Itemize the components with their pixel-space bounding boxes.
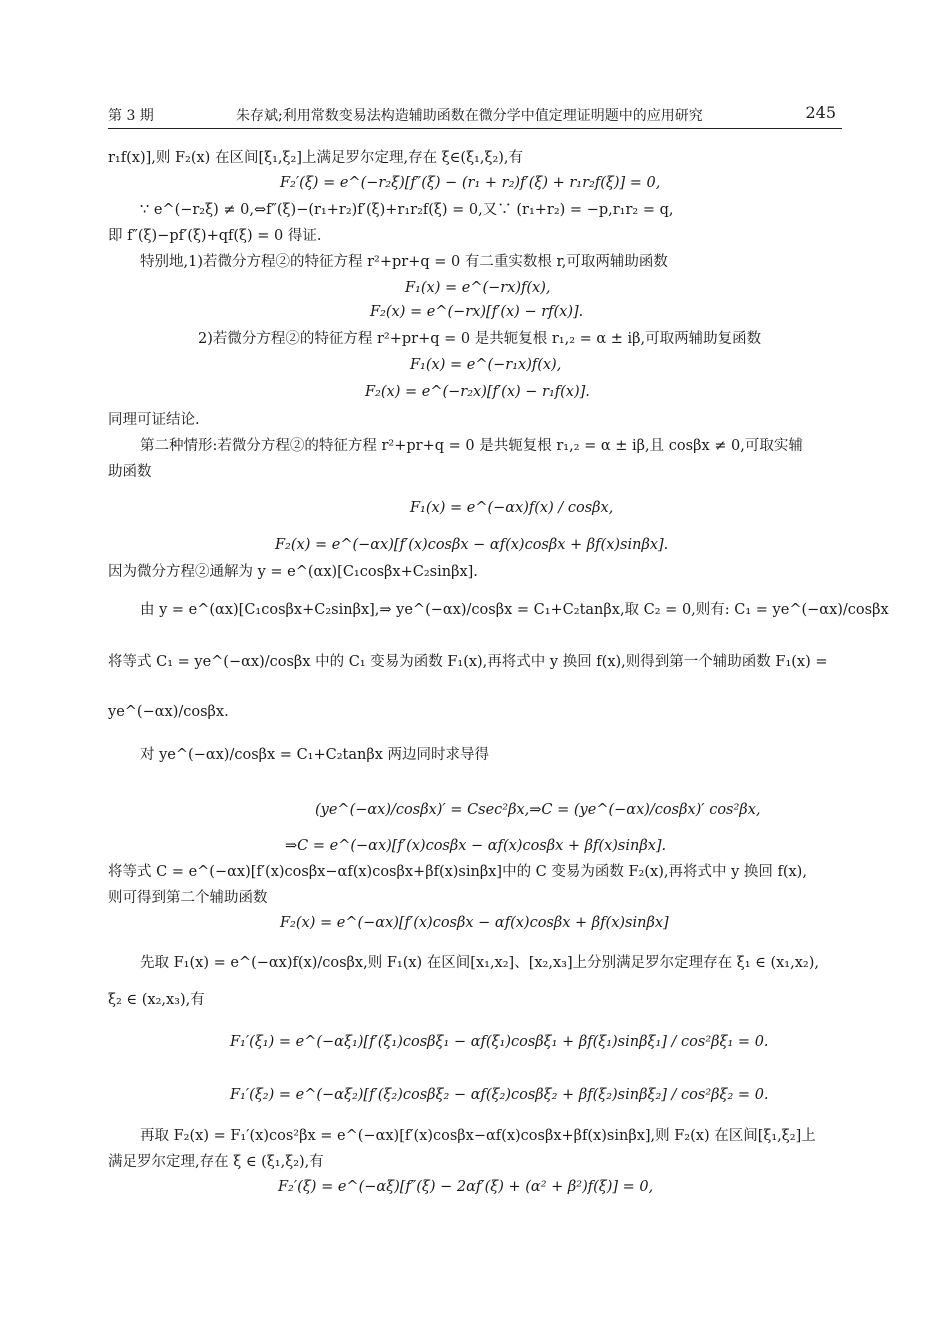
- text-line: 第二种情形:若微分方程②的特征方程 r²+pr+q = 0 是共轭复根 r₁,₂ = α ± iβ,且 cosβx ≠ 0,可取实辅: [140, 438, 803, 454]
- text-line: 助函数: [108, 464, 152, 480]
- text-line: 2)若微分方程②的特征方程 r²+pr+q = 0 是共轭复根 r₁,₂ = α ± iβ,可取两辅助复函数: [198, 331, 762, 347]
- text-line: 即 f″(ξ)−pf′(ξ)+qf(ξ) = 0 得证.: [108, 228, 322, 244]
- running-title: 朱存斌;利用常数变易法构造辅助函数在微分学中值定理证明题中的应用研究: [236, 108, 703, 124]
- text-line: 对 ye^(−αx)/cosβx = C₁+C₂tanβx 两边同时求导得: [140, 747, 490, 763]
- text-line: 则可得到第二个辅助函数: [108, 890, 268, 906]
- text-line: 将等式 C = e^(−αx)[f′(x)cosβx−αf(x)cosβx+βf(x)sinβx]中的 C 变易为函数 F₂(x),再将式中 y 换回 f(x),: [108, 864, 807, 880]
- text-line: ∵ e^(−r₂ξ) ≠ 0,⇔f″(ξ)−(r₁+r₂)f′(ξ)+r₁r₂f(ξ) = 0,又∵ (r₁+r₂) = −p,r₁r₂ = q,: [140, 202, 674, 218]
- equation: F₁(x) = e^(−αx)f(x) / cosβx,: [410, 500, 614, 516]
- equation: F₂(x) = e^(−αx)[f′(x)cosβx − αf(x)cosβx + βf(x)sinβx].: [275, 537, 669, 553]
- text-line: 再取 F₂(x) = F₁′(x)cos²βx = e^(−αx)[f′(x)cosβx−αf(x)cosβx+βf(x)sinβx],则 F₂(x) 在区间[ξ₁,ξ₂]上: [140, 1128, 816, 1144]
- text-line: ξ₂ ∈ (x₂,x₃),有: [108, 992, 205, 1008]
- text-line: 因为微分方程②通解为 y = e^(αx)[C₁cosβx+C₂sinβx].: [108, 564, 478, 580]
- text-line: r₁f(x)],则 F₂(x) 在区间[ξ₁,ξ₂]上满足罗尔定理,存在 ξ∈(ξ₁,ξ₂),有: [108, 150, 524, 166]
- text-line: ye^(−αx)/cosβx.: [108, 704, 229, 720]
- text-line: 满足罗尔定理,存在 ξ ∈ (ξ₁,ξ₂),有: [108, 1154, 324, 1170]
- text-line: 特别地,1)若微分方程②的特征方程 r²+pr+q = 0 有二重实数根 r,可取两辅助函数: [140, 254, 668, 270]
- equation: ⇒C = e^(−αx)[f′(x)cosβx − αf(x)cosβx + βf(x)sinβx].: [285, 838, 667, 854]
- text-line: 由 y = e^(αx)[C₁cosβx+C₂sinβx],⇒ ye^(−αx)/cosβx = C₁+C₂tanβx,取 C₂ = 0,则有: C₁ = ye^(−αx)/cosβx: [140, 602, 889, 618]
- text-line: 同理可证结论.: [108, 412, 200, 428]
- equation: F₁(x) = e^(−rx)f(x),: [405, 280, 551, 296]
- text-line: 将等式 C₁ = ye^(−αx)/cosβx 中的 C₁ 变易为函数 F₁(x),再将式中 y 换回 f(x),则得到第一个辅助函数 F₁(x) =: [108, 654, 828, 670]
- page-number: 245: [805, 103, 836, 122]
- text-line: 先取 F₁(x) = e^(−αx)f(x)/cosβx,则 F₁(x) 在区间[x₁,x₂]、[x₂,x₃]上分别满足罗尔定理存在 ξ₁ ∈ (x₁,x₂),: [140, 955, 819, 971]
- equation: F₁(x) = e^(−r₁x)f(x),: [410, 357, 562, 373]
- equation: F₁′(ξ₂) = e^(−αξ₂)[f′(ξ₂)cosβξ₂ − αf(ξ₂)cosβξ₂ + βf(ξ₂)sinβξ₂] / cos²βξ₂ = 0.: [230, 1087, 769, 1103]
- equation: F₂(x) = e^(−r₂x)[f′(x) − r₁f(x)].: [365, 384, 590, 400]
- equation: F₂(x) = e^(−rx)[f′(x) − rf(x)].: [370, 304, 584, 320]
- equation: F₂′(ξ) = e^(−αξ)[f″(ξ) − 2αf′(ξ) + (α² + β²)f(ξ)] = 0,: [278, 1179, 654, 1195]
- equation: F₂′(ξ) = e^(−r₂ξ)[f″(ξ) − (r₁ + r₂)f′(ξ) + r₁r₂f(ξ)] = 0,: [280, 175, 661, 191]
- issue-number: 第 3 期: [108, 108, 154, 124]
- running-header: [108, 102, 842, 129]
- equation: (ye^(−αx)/cosβx)′ = Csec²βx,⇒C = (ye^(−αx)/cosβx)′ cos²βx,: [315, 802, 761, 818]
- equation: F₁′(ξ₁) = e^(−αξ₁)[f′(ξ₁)cosβξ₁ − αf(ξ₁)cosβξ₁ + βf(ξ₁)sinβξ₁] / cos²βξ₁ = 0.: [230, 1034, 769, 1050]
- equation: F₂(x) = e^(−αx)[f′(x)cosβx − αf(x)cosβx + βf(x)sinβx]: [280, 915, 669, 931]
